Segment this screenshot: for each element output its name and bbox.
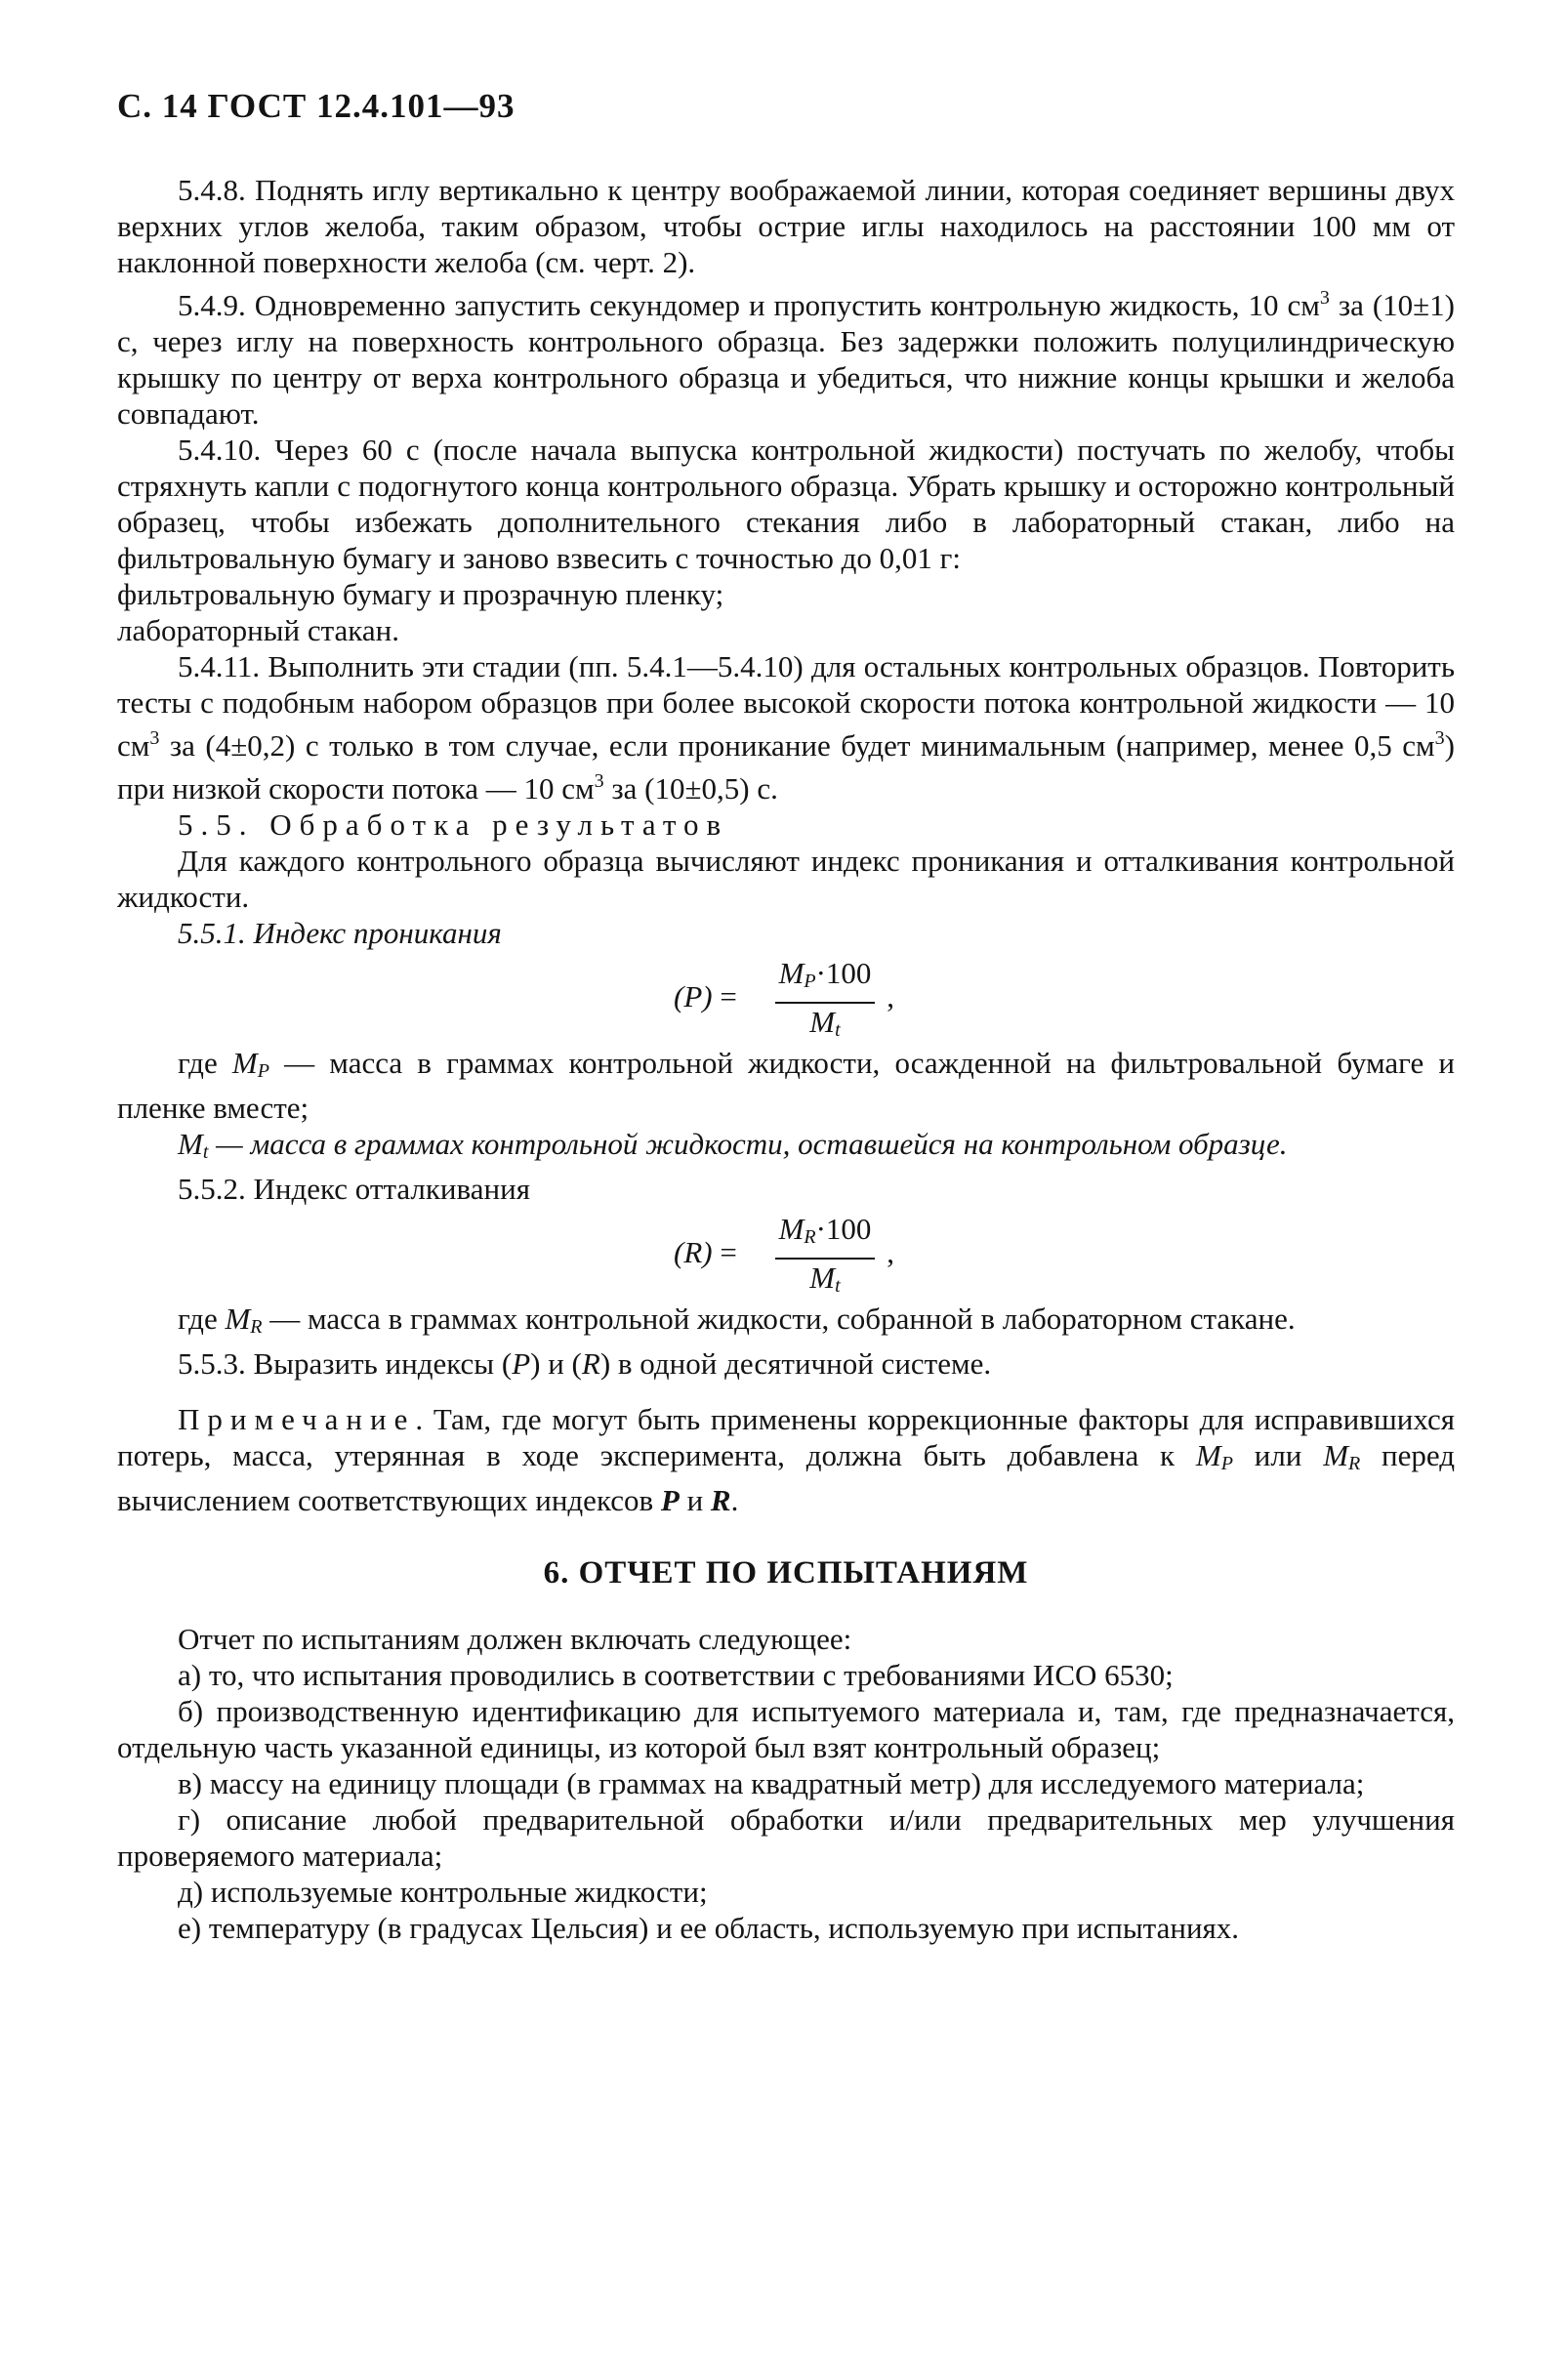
- formula-p-lhs: (P) =: [674, 979, 737, 1013]
- section-6-intro: Отчет по испытаниям должен включать следующее:: [178, 1622, 852, 1656]
- formula-repellency-index: [117, 1211, 1455, 1297]
- list-item-beaker: лабораторный стакан.: [117, 613, 399, 647]
- note-paragraph: Примечание. Там, где могут быть применены коррекционные факторы для исправившихся потерь, масса, утерянная в ходе эксперимента, должна быть добавлена к $M_P$ или $M_R$ перед вычислением соответствующих индексов P и R.: [117, 1402, 1455, 1517]
- formula-p-fraction: $M_P\cdot 100$ $M_t$ ,: [762, 955, 888, 1049]
- where-mp: где $M_P$ — масса в граммах контрольной жидкости, осажденной на фильтровальной бумаге и пленке вместе;: [117, 1046, 1455, 1125]
- report-item-f: е) температуру (в градусах Цельсия) и ее область, используемую при испытаниях.: [178, 1911, 1240, 1945]
- report-item-d: г) описание любой предварительной обработки и/или предварительных мер улучшения проверяемого материала;: [117, 1802, 1455, 1873]
- where-mr: где $M_R$ — масса в граммах контрольной жидкости, собранной в лабораторном стакане.: [178, 1302, 1296, 1338]
- paragraph-5-4-8: 5.4.8. Поднять иглу вертикально к центру воображаемой линии, которая соединяет вершины двух верхних углов желоба, таким образом, чтобы острие иглы находилось на расстоянии 100 мм от наклонной поверхности желоба (см. черт. 2).: [117, 173, 1455, 279]
- paragraph-5-5-1: 5.5.1. Индекс проникания: [178, 916, 502, 950]
- paragraph-5-4-9: 5.4.9. Одновременно запустить секундомер и пропустить контрольную жидкость, 10 $см^3$ за (10±1) с, через иглу на поверхность контрольного образца. Без задержки положить полуцилиндрическую крышку по центру от верха контрольного образца и убедиться, что нижние концы крышки и желоба совпадают.: [117, 287, 1455, 431]
- list-item-filter: фильтровальную бумагу и прозрачную пленку;: [117, 577, 724, 611]
- report-item-a: а) то, что испытания проводились в соответствии с требованиями ИСО 6530;: [178, 1658, 1174, 1692]
- page-header: С. 14 ГОСТ 12.4.101—93: [117, 87, 516, 125]
- formula-p-numerator: $M_P\cdot 100$: [775, 955, 876, 1004]
- note-label: Примечание: [178, 1402, 416, 1436]
- report-item-c: в) массу на единицу площади (в граммах на квадратный метр) для исследуемого материала;: [178, 1766, 1365, 1800]
- formula-r-numerator: $M_R\cdot 100$: [775, 1211, 876, 1260]
- formula-penetration-index: [117, 955, 1455, 1041]
- paragraph-5-5-3: 5.5.3. Выразить индексы (P) и (R) в одной десятичной системе.: [178, 1346, 992, 1381]
- report-item-e: д) используемые контрольные жидкости;: [178, 1875, 708, 1909]
- formula-r-denominator: $M_t$: [809, 1261, 841, 1297]
- section-5-5-title: 5.5. Обработка результатов: [178, 807, 729, 842]
- document-body: [117, 172, 1455, 1946]
- paragraph-5-5-2: 5.5.2. Индекс отталкивания: [178, 1172, 530, 1206]
- paragraph-5-4-10: 5.4.10. Через 60 с (после начала выпуска контрольной жидкости) постучать по желобу, чтобы стряхнуть капли с подогнутого конца контрольного образца. Убрать крышку и осторожно контрольный образец, чтобы избежать дополнительного стекания либо в лабораторный стакан, либо на фильтровальную бумагу и заново взвесить с точностью до 0,01 г:: [117, 433, 1455, 575]
- paragraph-5-4-11: 5.4.11. Выполнить эти стадии (пп. 5.4.1—5.4.10) для остальных контрольных образцов. Повторить тесты с подобным набором образцов при более высокой скорости потока контрольной жидкости — 10 $см^3$ за (4±0,2) с только в том случае, если проникание будет минимальным (например, менее 0,5 $см^3$) при низкой скорости потока — 10 $см^3$ за (10±0,5) с.: [117, 649, 1455, 806]
- section-6-title: 6. ОТЧЕТ ПО ИСПЫТАНИЯМ: [543, 1555, 1029, 1591]
- section-5-5-text: Для каждого контрольного образца вычисляют индекс проникания и отталкивания контрольной жидкости.: [117, 844, 1455, 914]
- formula-r-lhs: (R) =: [674, 1235, 737, 1269]
- where-mt: $M_t$ — масса в граммах контрольной жидкости, оставшейся на контрольном образце.: [178, 1127, 1288, 1163]
- formula-r-fraction: $M_R\cdot 100$ $M_t$ ,: [762, 1211, 888, 1304]
- report-item-b: б) производственную идентификацию для испытуемого материала и, там, где предназначается, отдельную часть указанной единицы, из которой был взят контрольный образец;: [117, 1694, 1455, 1764]
- formula-p-denominator: $M_t$: [809, 1005, 841, 1041]
